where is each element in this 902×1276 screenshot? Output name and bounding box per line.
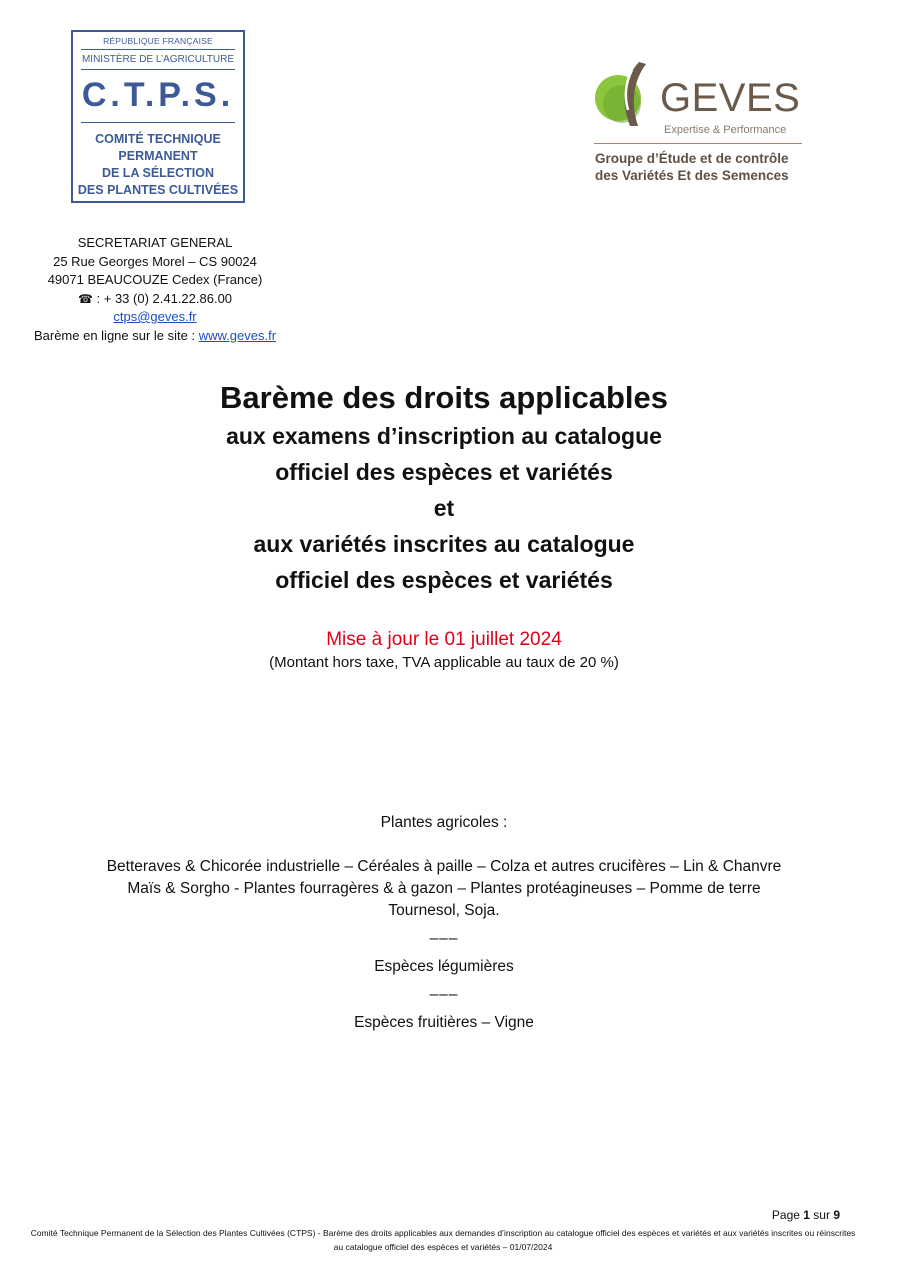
title-line: officiel des espèces et variétés [275, 567, 613, 593]
ctps-name-line: COMITÉ TECHNIQUE [95, 132, 221, 146]
website-line [20, 327, 290, 346]
geves-leaf-icon [594, 60, 656, 130]
email-line [20, 308, 290, 327]
geves-group-line: Groupe d’Étude et de contrôle [595, 151, 789, 166]
phone-line [20, 290, 290, 309]
page-total: 9 [833, 1208, 840, 1222]
ctps-divider [81, 122, 235, 123]
title-main: Barème des droits applicables [220, 380, 668, 415]
ctps-name-line: DE LA SÉLECTION [101, 166, 215, 180]
page-number [772, 1208, 840, 1222]
title-line: officiel des espèces et variétés [275, 459, 613, 485]
ctps-full-name [77, 131, 239, 199]
ctps-ministere: MINISTÈRE DE L’AGRICULTURE [81, 54, 235, 65]
address-line: 49071 BEAUCOUZE Cedex (France) [47, 272, 263, 287]
species-heading: Plantes agricoles : [380, 814, 508, 831]
species-line: Tournesol, Soja. [388, 902, 500, 919]
species-section [0, 812, 888, 1034]
ctps-divider [81, 49, 235, 50]
title-line: aux examens d’inscription au catalogue [226, 423, 662, 449]
ctps-name-line: PERMANENT [118, 149, 198, 163]
geves-tagline: Expertise & Performance [664, 124, 787, 136]
species-line: Maïs & Sorgho - Plantes fourragères & à gazon – Plantes protéagineuses – Pomme de terre [127, 880, 761, 897]
footer-text: Comité Technique Permanent de la Sélection des Plantes Cultivées (CTPS) - Barème des droits applicables aux demandes d’inscription au catalogue officiel des espèces et variétés et aux variétés inscrites ou réinscrites au catalogue officiel des espèces et variétés – 01/07/2024 [30, 1228, 856, 1252]
ctps-divider [81, 69, 235, 70]
address-line: 25 Rue Georges Morel – CS 90024 [53, 253, 257, 269]
ctps-acronym: C.T.P.S. [81, 76, 235, 114]
geves-group-line: des Variétés Et des Semences [595, 167, 789, 183]
page-label: Page [771, 1208, 804, 1222]
species-fruits: Espèces fruitières – Vigne [354, 1014, 534, 1031]
spacer [0, 834, 888, 856]
separator: ––– [429, 986, 459, 1003]
species-vegetables: Espèces légumières [374, 958, 514, 975]
phone-icon: ☎ [77, 291, 93, 306]
geves-logo [594, 60, 809, 190]
geves-divider [594, 143, 802, 144]
email-link[interactable]: ctps@geves.fr [113, 309, 197, 324]
update-date: Mise à jour le 01 juillet 2024 [326, 629, 562, 650]
page-separator: sur [809, 1208, 834, 1222]
online-label: Barème en ligne sur le site : [33, 327, 199, 343]
address-line: SECRETARIAT GENERAL [77, 235, 233, 250]
geves-name: GEVES [660, 76, 801, 120]
ctps-logo [71, 30, 245, 203]
title-line: et [433, 495, 455, 521]
address-block [20, 234, 290, 345]
title-line: aux variétés inscrites au catalogue [253, 531, 635, 557]
separator: ––– [429, 930, 459, 947]
ctps-republique: RÉPUBLIQUE FRANÇAISE [103, 36, 213, 46]
website-link[interactable]: www.geves.fr [198, 327, 277, 343]
tax-note: (Montant hors taxe, TVA applicable au taux de 20 %) [269, 654, 619, 671]
ctps-name-line: DES PLANTES CULTIVÉES [77, 183, 239, 197]
update-info [0, 628, 888, 674]
phone-number: : + 33 (0) 2.41.22.86.00 [92, 290, 233, 306]
page-current: 1 [803, 1208, 810, 1222]
geves-group-name [595, 151, 789, 184]
document-title [0, 378, 888, 598]
species-line: Betteraves & Chicorée industrielle – Céréales à paille – Colza et autres crucifères – Lin & Chanvre [106, 858, 782, 875]
